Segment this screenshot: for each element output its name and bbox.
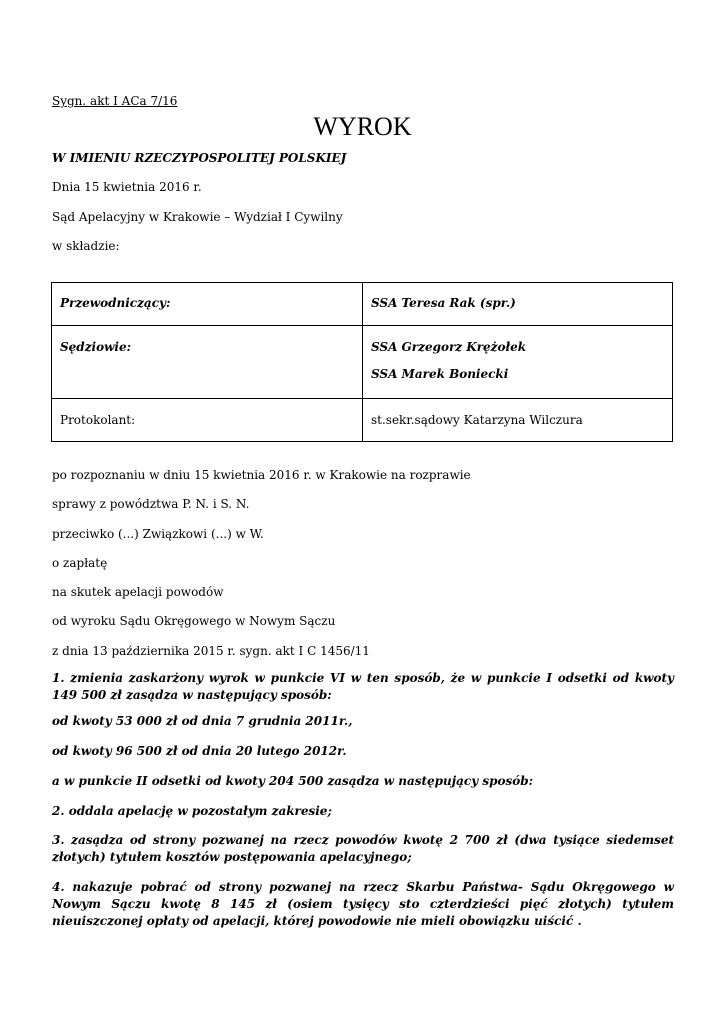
ruling-point: od kwoty 96 500 zł od dnia 20 lutego 2012r. bbox=[52, 744, 347, 758]
proceedings-line: o zapłatę bbox=[52, 556, 108, 570]
proceedings-line: sprawy z powództwa P. N. i S. N. bbox=[52, 497, 250, 511]
proceedings-line: po rozpoznaniu w dniu 15 kwietnia 2016 r. w Krakowie na rozprawie bbox=[52, 468, 471, 482]
proceedings-line: przeciwko (...) Związkowi (...) w W. bbox=[52, 527, 264, 541]
ruling-point: a w punkcie II odsetki od kwoty 204 500 zasądza w następujący sposób: bbox=[52, 774, 534, 788]
ruling-point: 1. zmienia zaskarżony wyrok w punkcie VI w ten sposób, że w punkcie I odsetki od kwoty 149 500 zł zasądza w następujący sposób: bbox=[52, 671, 674, 702]
table-row bbox=[52, 399, 673, 442]
clerk-label-cell bbox=[52, 399, 363, 442]
ruling-point: 2. oddala apelację w pozostałym zakresie; bbox=[52, 804, 332, 818]
proceedings-line: z dnia 13 października 2015 r. sygn. akt I C 1456/11 bbox=[52, 644, 370, 658]
invocation: W IMIENIU RZECZYPOSPOLITEJ POLSKIEJ bbox=[52, 151, 347, 165]
court-name: Sąd Apelacyjny w Krakowie – Wydział I Cywilny bbox=[52, 210, 343, 224]
document-title: WYROK bbox=[313, 112, 412, 141]
presiding-label: Przewodniczący: bbox=[60, 296, 171, 310]
ruling-point: 4. nakazuje pobrać od strony pozwanej na rzecz Skarbu Państwa- Sądu Okręgowego w Nowym Sączu kwotę 8 145 zł (osiem tysięcy sto czterdzieści pięć złotych) tytułem nieuiszczonej opłaty od apelacji, której powodowie nie mieli obowiązku uiścić . bbox=[52, 880, 674, 928]
judges-label-cell bbox=[52, 326, 363, 399]
table-row bbox=[52, 283, 673, 326]
clerk-label: Protokolant: bbox=[60, 413, 136, 427]
ruling-point: 3. zasądza od strony pozwanej na rzecz powodów kwotę 2 700 zł (dwa tysiące siedemset złotych) tytułem kosztów postępowania apelacyjnego; bbox=[52, 833, 674, 864]
clerk-name: st.sekr.sądowy Katarzyna Wilczura bbox=[371, 413, 583, 427]
ruling-point: od kwoty 53 000 zł od dnia 7 grudnia 2011r., bbox=[52, 714, 353, 728]
presiding-judge: SSA Teresa Rak (spr.) bbox=[371, 296, 516, 310]
proceedings-line: na skutek apelacji powodów bbox=[52, 585, 224, 599]
judgment-date: Dnia 15 kwietnia 2016 r. bbox=[52, 180, 202, 194]
proceedings-line: od wyroku Sądu Okręgowego w Nowym Sączu bbox=[52, 614, 336, 628]
judge-name: SSA Grzegorz Krężołek bbox=[371, 340, 527, 354]
table-row bbox=[52, 326, 673, 399]
presiding-label-cell bbox=[52, 283, 363, 326]
judges-value-cell bbox=[363, 326, 673, 399]
clerk-value-cell bbox=[363, 399, 673, 442]
judge-name: SSA Marek Boniecki bbox=[371, 367, 509, 381]
presiding-value-cell bbox=[363, 283, 673, 326]
judges-label: Sędziowie: bbox=[60, 340, 132, 354]
court-panel-table bbox=[51, 282, 673, 442]
composition-label: w składzie: bbox=[52, 239, 120, 253]
case-signature: Sygn. akt I ACa 7/16 bbox=[52, 94, 178, 108]
